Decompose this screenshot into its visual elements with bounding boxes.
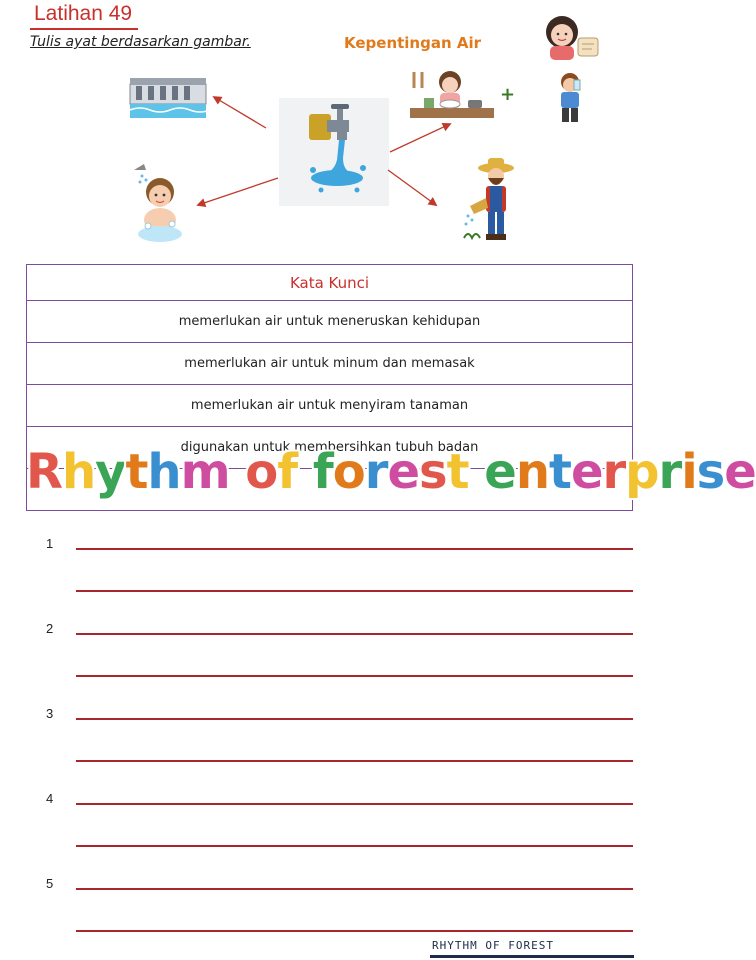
watermark-letter: s (419, 444, 447, 500)
instruction-text: Tulis ayat berdasarkan gambar. (30, 34, 251, 50)
watermark-letter: y (95, 444, 126, 500)
watermark-letter: r (602, 444, 626, 500)
answer-line[interactable] (76, 633, 633, 635)
answer-line[interactable] (76, 590, 633, 592)
answer-line[interactable] (76, 548, 633, 550)
watermark-letter: i (681, 444, 697, 500)
answer-number: 2 (46, 621, 54, 636)
watermark-letter: f (277, 444, 298, 500)
keyword-row: memerlukan air untuk minum dan memasak (27, 343, 633, 385)
watermark-letter: o (332, 444, 365, 500)
watermark-letter: e (724, 444, 756, 500)
watermark-letter: t (548, 444, 571, 500)
answer-number: 5 (46, 876, 54, 891)
watermark-text (26, 444, 756, 500)
answer-line[interactable] (76, 845, 633, 847)
footer-label: RHYTHM OF FOREST (432, 939, 554, 952)
watermark-letter: o (245, 444, 278, 500)
watermark-letter: e (570, 444, 603, 500)
watermark-letter: h (147, 444, 181, 500)
watermark-letter: n (515, 444, 549, 500)
answer-line[interactable] (76, 675, 633, 677)
answer-line[interactable] (76, 930, 633, 932)
topic-heading: Kepentingan Air (344, 34, 482, 52)
answer-number: 3 (46, 706, 54, 721)
watermark-letter (230, 444, 246, 500)
answer-line[interactable] (76, 718, 633, 720)
keyword-row: memerlukan air untuk meneruskan kehidupan (27, 301, 633, 343)
keyword-table-heading: Kata Kunci (27, 265, 633, 301)
keyword-row: digunakan untuk membersihkan tubuh badan (27, 427, 633, 469)
watermark-letter: e (484, 444, 516, 500)
watermark-letter: m (180, 444, 230, 500)
answer-number: 1 (46, 536, 54, 551)
answer-line[interactable] (76, 760, 633, 762)
watermark-letter: e (387, 444, 419, 500)
watermark-letter: r (658, 444, 682, 500)
keyword-row: memerlukan air untuk menyiram tanaman (27, 385, 633, 427)
watermark-letter: s (696, 444, 725, 500)
watermark-letter (469, 444, 485, 500)
watermark-letter: f (312, 444, 333, 500)
answer-line[interactable] (76, 888, 633, 890)
watermark-letter: p (625, 444, 659, 500)
footer-bar (430, 955, 634, 958)
connector-arrows (0, 0, 684, 260)
answer-line[interactable] (76, 803, 633, 805)
watermark-letter: h (61, 444, 96, 500)
page-title: Latihan 49 (34, 2, 133, 25)
watermark-letter (297, 444, 313, 500)
watermark-letter: t (125, 444, 148, 500)
answer-number: 4 (46, 791, 54, 806)
watermark-letter: r (364, 444, 388, 500)
watermark-letter: R (26, 444, 62, 500)
watermark-letter: t (446, 444, 469, 500)
plus-sign: + (500, 84, 516, 105)
